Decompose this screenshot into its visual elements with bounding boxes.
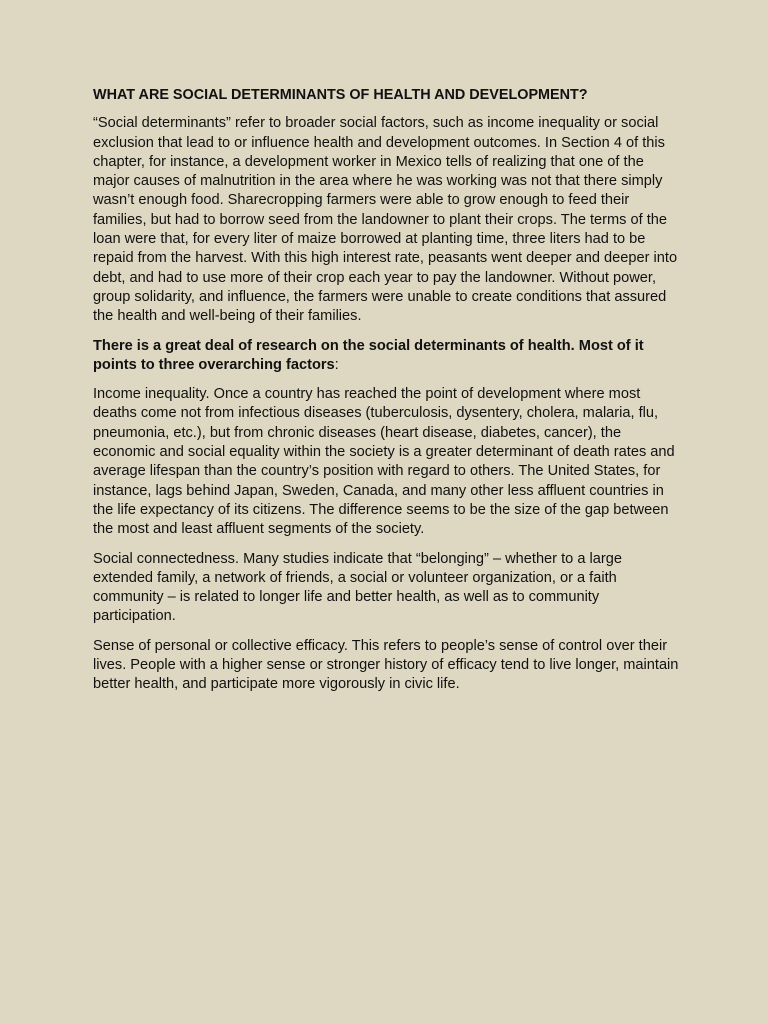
- research-bold-text: There is a great deal of research on the social determinants of health. Most of it points to three overarching factors: [93, 337, 644, 373]
- research-paragraph: [93, 337, 683, 376]
- research-colon: :: [334, 356, 339, 373]
- income-inequality-paragraph: Income inequality. Once a country has reached the point of development where most deaths come not from infectious diseases (tuberculosis, dysentery, cholera, malaria, flu, pneumonia, etc.), but from chronic diseases (heart disease, diabetes, cancer), the economic and social equality within the society is a greater determinant of death rates and average lifespan than the country’s position with regard to others. The United States, for instance, lags behind Japan, Sweden, Canada, and many other less affluent countries in the life expectancy of its citizens. The difference seems to be the size of the gap between the most and least affluent segments of the society.: [93, 386, 675, 538]
- document-heading: WHAT ARE SOCIAL DETERMINANTS OF HEALTH AND DEVELOPMENT?: [93, 87, 588, 103]
- social-connectedness-paragraph: Social connectedness. Many studies indicate that “belonging” – whether to a large extended family, a network of friends, a social or volunteer organization, or a faith community – is related to longer life and better health, as well as to community participation.: [93, 550, 622, 625]
- intro-paragraph: “Social determinants” refer to broader social factors, such as income inequality or social exclusion that lead to or influence health and development outcomes. In Section 4 of this chapter, for instance, a development worker in Mexico tells of realizing that one of the major causes of malnutrition in the area where he was working was not that there simply wasn’t enough food. Sharecropping farmers were able to grow enough to feed their families, but had to borrow seed from the landowner to plant their crops. The terms of the loan were that, for every liter of maize borrowed at planting time, three liters had to be repaid from the harvest. With this high interest rate, peasants went deeper and deeper into debt, and had to use more of their crop each year to pay the landowner. Without power, group solidarity, and influence, the farmers were unable to create conditions that assured the health and well-being of their families.: [93, 115, 678, 325]
- efficacy-paragraph: Sense of personal or collective efficacy. This refers to people’s sense of control over their lives. People with a higher sense or stronger history of efficacy tend to live longer, maintain better health, and participate more vigorously in civic life.: [93, 637, 679, 693]
- document-page: [93, 86, 683, 705]
